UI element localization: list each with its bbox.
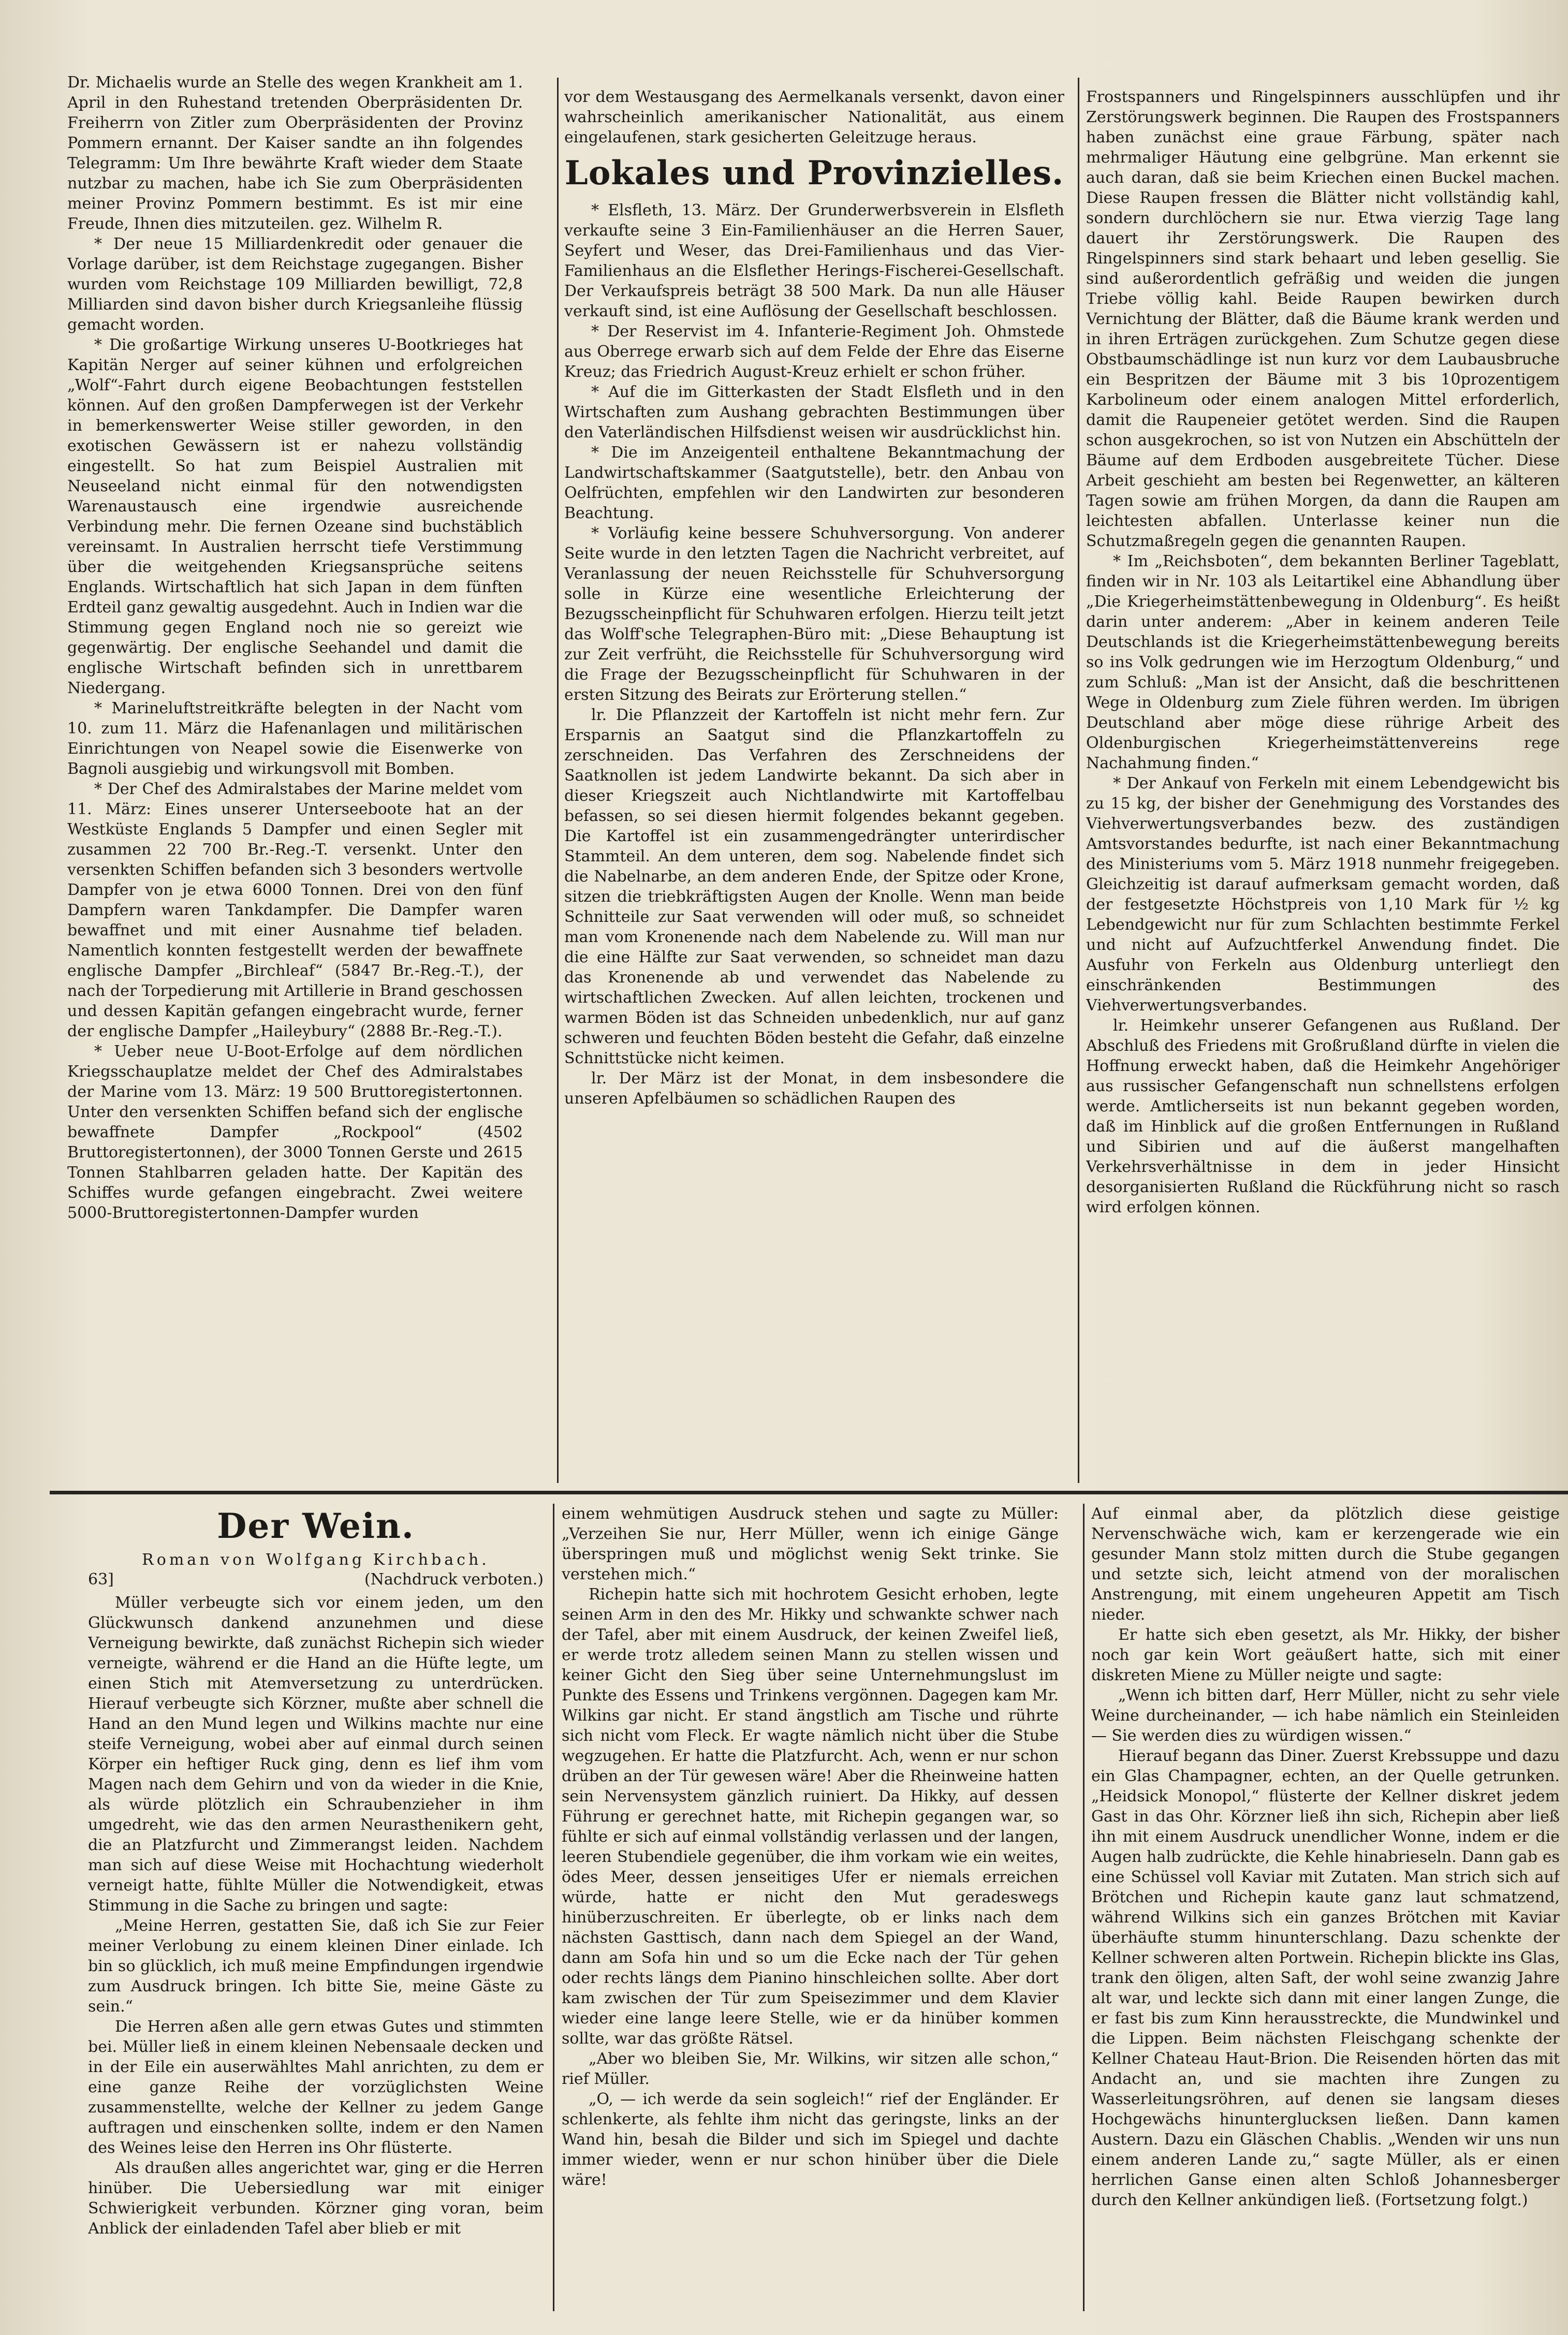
novel-text-1: [88, 1593, 544, 2239]
paragraph: Als draußen alles angerichtet war, ging er die Herren hinüber. Die Uebersiedlung war mit einiger Schwierigkeit verbunden. Körzner ging voran, beim Anblick der einladenden Tafel aber blieb er mit: [88, 2159, 544, 2238]
paragraph: lr. Heimkehr unserer Gefangenen aus Rußland. Der Abschluß des Friedens mit Großrußland dürfte in vielen die Hoffnung erweckt haben, daß die Heimkehr Angehöriger aus russischer Gefangenschaft nun schnellstens erfolgen werde. Amtlicherseits ist nun bekannt gegeben worden, daß im Hinblick auf die großen Entfernungen in Rußland und Sibirien und auf die äußerst mangelhaften Verkehrsverhältnisse in dem in jeder Hinsicht desorganisierten Rußland die Rückführung nicht so rasch wird erfolgen können.: [1086, 1017, 1560, 1216]
novel-meta: [88, 1570, 544, 1590]
paragraph: „Aber wo bleiben Sie, Mr. Wilkins, wir sitzen alle schon,“ rief Müller.: [562, 2050, 1059, 2088]
installment-number: 63]: [88, 1570, 114, 1589]
paragraph: Frostspanners und Ringelspinners ausschlüpfen und ihr Zerstörungswerk beginnen. Die Raupen des Frostspanners haben zunächst eine graue Färbung, später nach mehrmaliger Häutung eine gelbgrüne. Man erkennt sie auch daran, daß sie beim Kriechen einen Buckel machen. Diese Raupen fressen die Blätter nicht vollständig kahl, sondern durchlöchern sie nur. Etwa vierzig Tage lang dauert ihr Zerstörungswerk. Die Raupen des Ringelspinners sind stark behaart und leben gesellig. Sie sind außerordentlich gefräßig und weiden die jungen Triebe völlig kahl. Beide Raupen bewirken durch Vernichtung der Blätter, daß die Bäume krank werden und in ihren Erträgen zurückgehen. Zum Schutze gegen diese Obstbaumschädlinge ist nun kurz vor dem Laubausbruche ein Bespritzen der Bäume mit 3 bis 10prozentigem Karbolineum oder einem analogen Mittel erforderlich, damit die Raupeneier getötet werden. Sind die Raupen schon ausgekrochen, so ist von Nutzen ein Abschütteln der Bäume auf dem Erdboden ausgebreitete Tücher. Diese Arbeit geschieht am besten bei Regenwetter, an kälteren Tagen sowie am frühen Morgen, da dann die Raupen am leichtesten abfallen. Unterlasse keiner nun die Schutzmaßregeln gegen die genannten Raupen.: [1086, 88, 1560, 550]
paragraph: * Vorläufig keine bessere Schuhversorgung. Von anderer Seite wurde in den letzten Tagen die Nachricht verbreitet, auf Veranlassung der neuen Reichsstelle für Schuhversorgung solle in Kürze eine wesentliche Erleichterung der Bezugsscheinpflicht für Schuhwaren erfolgen. Hierzu teilt jetzt das Wolff'sche Telegraphen-Büro mit: „Diese Behauptung ist zur Zeit verfrüht, die Reichsstelle für Schuhversorgung wird die Frage der Bezugsscheinpflicht für Schuhwaren in der ersten Sitzung des Beirats zur Erörterung stellen.“: [564, 524, 1064, 704]
novel-author: Roman von Wolfgang Kirchbach.: [142, 1551, 490, 1569]
paragraph: * Der Chef des Admiralstabes der Marine meldet vom 11. März: Eines unserer Unterseeboote hat an der Westküste Englands 5 Dampfer und einen Segler mit zusammen 22 700 Br.-Reg.-T. versenkt. Unter den versenkten Schiffen befanden sich 3 besonders wertvolle Dampfer von je etwa 6000 Tonnen. Drei von den fünf Dampfern waren Tankdampfer. Die Dampfer waren bewaffnet und mit einer Ausnahme tief beladen. Namentlich konnten festgestellt werden der bewaffnete englische Dampfer „Birchleaf“ (5847 Br.-Reg.-T.), der nach der Torpedierung mit Artillerie in Brand geschossen und dessen Kapitän gefangen eingebracht wurde, ferner der englische Dampfer „Haileybury“ (2888 Br.-Reg.-T.).: [67, 780, 523, 1040]
paragraph: * Der neue 15 Milliardenkredit oder genauer die Vorlage darüber, ist dem Reichstage zugegangen. Bisher wurden vom Reichstage 109 Milliarden bewilligt, 72,8 Milliarden sind davon bisher durch Kriegsanleihe flüssig gemacht worden.: [67, 235, 523, 334]
reprint-notice: (Nachdruck verboten.): [364, 1570, 544, 1589]
lokales-articles: [564, 200, 1064, 1109]
paragraph: „Meine Herren, gestatten Sie, daß ich Sie zur Feier meiner Verlobung zu einem kleinen Diner einlade. Ich bin so glücklich, ich muß meine Empfindungen irgendwie zum Ausdruck bringen. Ich bitte Sie, meine Gäste zu sein.“: [88, 1917, 544, 2016]
paragraph: Auf einmal aber, da plötzlich diese geistige Nervenschwäche wich, kam er kerzengerade wie ein gesunder Mann stolz mitten durch die Stube gegangen und setzte sich, leicht atmend von der moralischen Anstrengung, mit einem ungeheuren Appetit am Tisch nieder.: [1091, 1505, 1560, 1624]
column-news-2: [564, 87, 1064, 1485]
paragraph: Die Herren aßen alle gern etwas Gutes und stimmten bei. Müller ließ in einem kleinen Nebensaale decken und in der Eile ein auserwähltes Mahl anrichten, zu dem er eine ganze Reihe der vorzüglichsten Weine zusammenstellte, welche der Kellner zu jedem Gange auftragen und einschenken sollte, indem er den Namen des Weines leise den Herren ins Ohr flüsterte.: [88, 2018, 544, 2157]
column-novel-3: [1091, 1504, 1560, 2311]
section-heading-lokales: Lokales und Provinzielles.: [564, 154, 1064, 193]
paragraph: Hierauf begann das Diner. Zuerst Krebssuppe und dazu ein Glas Champagner, echten, an der Quelle getrunken. „Heidsick Monopol,“ flüsterte der Kellner diskret jedem Gast in das Ohr. Körzner ließ ihn sich, Richepin aber ließ ihn mit einem Ausdruck unendlicher Wonne, indem er die Augen halb zudrückte, die Kehle hinabrieseln. Dann gab es eine Schüssel voll Kaviar mit Zutaten. Man strich sich auf Brötchen und Richepin kaute ganz laut schmatzend, während Wilkins sich ein ganzes Brötchen mit Kaviar überhäufte stumm hinunterschlang. Dazu schenkte der Kellner schweren alten Portwein. Richepin blickte ins Glas, trank den öligen, alten Saft, der wohl seine zwanzig Jahre alt war, und leckte sich dann mit einer langen Zunge, die er fast bis zum Kinn herausstreckte, die Mundwinkel und die Lippen. Beim nächsten Fleischgang schenkte der Kellner Chateau Haut-Brion. Die Reisenden hörten das mit Andacht an, und sie machten ihre Zungen zu Wasserleitungsröhren, auf denen sie langsam dieses Hochgewächs hinunterglucksen ließen. Dann kamen Austern. Dazu ein Gläschen Chablis. „Wenden wir uns nun einem anderen Lande zu,“ sagte Müller, als er einen herrlichen Ganse einen alten Schloß Johannesberger durch den Kellner ankündigen ließ. (Fortsetzung folgt.): [1091, 1747, 1560, 2209]
column-divider: [553, 1504, 554, 2311]
column-novel-2: [562, 1504, 1059, 2311]
paragraph: * Marineluftstreitkräfte belegten in der Nacht vom 10. zum 11. März die Hafenanlagen und militärischen Einrichtungen von Neapel sowie die Eisenwerke von Bagnoli ausgiebig und wirkungsvoll mit Bomben.: [67, 699, 523, 778]
paragraph: Dr. Michaelis wurde an Stelle des wegen Krankheit am 1. April in den Ruhestand tretenden Oberpräsidenten Dr. Freiherrn von Zitler zum Oberpräsidenten der Provinz Pommern ernannt. Der Kaiser sandte an ihn folgendes Telegramm: Um Ihre bewährte Kraft wieder dem Staate nutzbar zu machen, habe ich Sie zum Oberpräsidenten meiner Provinz Pommern bestimmt. Es ist mir eine Freude, Ihnen dies mitzuteilen. gez. Wilhelm R.: [67, 74, 523, 233]
paragraph: Richepin hatte sich mit hochrotem Gesicht erhoben, legte seinen Arm in den des Mr. Hikky und schwankte schwer nach der Tafel, aber mit einem Ausdruck, der keinen Zweifel ließ, er werde trotz alledem seinen Mann zu stellen wissen und keiner Gicht den Sieg über seine Unternehmungslust im Punkte des Essens und Trinkens vergönnen. Dagegen kam Mr. Wilkins gar nicht. Er stand ängstlich am Tische und rührte sich nicht vom Fleck. Er wagte nämlich nicht über die Stube wegzugehen. Er hatte die Platzfurcht. Ach, wenn er nur schon drüben an der Tür gewesen wäre! Aber die Rheinweine hatten sein Nervensystem gänzlich ruiniert. Da Hikky, auf dessen Führung er gerechnet hatte, mit Richepin gegangen war, so fühlte er sich auf einmal vollständig verlassen und der langen, leeren Stubendiele gegenüber, die ihm vorkam wie ein weites, ödes Meer, dessen jenseitiges Ufer er niemals erreichen würde, hatte er nicht den Mut geradeswegs hinüberzuschreiten. Er überlegte, ob er links nach dem nächsten Gasttisch, dann nach dem Spiegel an der Wand, dann am Sofa hin und so um die Ecke nach der Tür gehen oder rechts längs dem Pianino hinschleichen sollte. Aber dort kam zwischen der Tür zum Speisezimmer und dem Klavier wieder eine lange leere Stelle, wie er da hinüber kommen sollte, war das größte Rätsel.: [562, 1585, 1059, 2048]
paragraph: * Auf die im Gitterkasten der Stadt Elsfleth und in den Wirtschaften zum Aushang gebrachten Bestimmungen über den Vaterländischen Hilfsdienst weisen wir ausdrücklichst hin.: [564, 383, 1064, 442]
novel-title: Der Wein.: [217, 1506, 415, 1546]
column-divider: [557, 78, 559, 1483]
column-novel-1: [88, 1504, 544, 2311]
paragraph: einem wehmütigen Ausdruck stehen und sagte zu Müller: „Verzeihen Sie nur, Herr Müller, wenn ich einige Gänge überspringen muß und möglichst wenig Sekt trinke. Sie verstehen mich.“: [562, 1505, 1059, 1583]
paragraph: lr. Der März ist der Monat, in dem insbesondere die unseren Apfelbäumen so schädlichen Raupen des: [564, 1069, 1064, 1108]
paragraph: * Elsfleth, 13. März. Der Grunderwerbsverein in Elsfleth verkaufte seine 3 Ein-Familienhäuser an die Herren Sauer, Seyfert und Weser, das Drei-Familienhaus und das Vier-Familienhaus an die Elsflether Herings-Fischerei-Gesellschaft. Der Verkaufspreis beträgt 38 500 Mark. Da nun alle Häuser verkauft sind, ist eine Auflösung der Gesellschaft beschlossen.: [564, 201, 1064, 320]
paragraph: lr. Die Pflanzzeit der Kartoffeln ist nicht mehr fern. Zur Ersparnis an Saatgut sind die Pflanzkartoffeln zu zerschneiden. Das Verfahren des Zerschneidens der Saatknollen ist jedem Landwirte bekannt. Da sich aber in dieser Kriegszeit auch Nichtlandwirte mit Kartoffelbau befassen, so sei diesen hiermit folgendes bekannt gegeben. Die Kartoffel ist ein zusammengedrängter unterirdischer Stammteil. An dem unteren, dem sog. Nabelende findet sich die Nabelnarbe, an dem anderen Ende, der Spitze oder Krone, sitzen die triebkräftigsten Augen der Knolle. Wenn man beide Schnitteile zur Saat verwenden will oder muß, so schneidet man vom Kronenende nach dem Nabelende zu. Will man nur die eine Hälfte zur Saat verwenden, so schneidet man dazu das Kronenende ab und verwendet das Nabelende zu wirtschaftlichen Zwecken. Auf allen leichten, trockenen und warmen Böden ist das Schneiden unbedenklich, nur auf ganz schweren und feuchten Böden besteht die Gefahr, daß einzelne Schnittstücke nicht keimen.: [564, 706, 1064, 1067]
paragraph: * Die im Anzeigenteil enthaltene Bekanntmachung der Landwirtschaftskammer (Saatgutstelle), betr. den Anbau von Oelfrüchten, empfehlen wir den Landwirten zur besonderen Beachtung.: [564, 444, 1064, 522]
column-news-3: [1086, 87, 1560, 1485]
paragraph: Er hatte sich eben gesetzt, als Mr. Hikky, der bisher noch gar kein Wort geäußert hatte, sich mit einer diskreten Miene zu Müller neigte und sagte:: [1091, 1626, 1560, 1684]
column-divider: [1078, 78, 1079, 1483]
paragraph: * Im „Reichsboten“, dem bekannten Berliner Tageblatt, finden wir in Nr. 103 als Leitartikel eine Abhandlung über „Die Kriegerheimstättenbewegung in Oldenburg“. Es heißt darin unter anderem: „Aber in keinem anderen Teile Deutschlands ist die Kriegerheimstättenbewegung bereits so ins Volk gedrungen wie im Herzogtum Oldenburg,“ und zum Schluß: „Man ist der Ansicht, daß die beschrittenen Wege in Oldenburg zum Ziele führen werden. Im übrigen Deutschland aber möge diese rührige Arbeit des Oldenburgischen Kriegerheimstättenvereins rege Nachahmung finden.“: [1086, 552, 1560, 772]
paragraph: * Der Reservist im 4. Infanterie-Regiment Joh. Ohmstede aus Oberrege erwarb sich auf dem Felde der Ehre das Eiserne Kreuz; das Friedrich August-Kreuz erhielt er schon früher.: [564, 322, 1064, 381]
paragraph: Müller verbeugte sich vor einem jeden, um den Glückwunsch dankend anzunehmen und diese Verneigung bewirkte, daß zunächst Richepin sich wieder verneigte, während er die Hand an die Hüfte legte, um einen Stich mit Atemversetzung zu unterdrücken. Hierauf verbeugte sich Körzner, mußte aber schnell die Hand an den Mund legen und Wilkins machte nur eine steife Verneigung, wobei aber auf einmal durch seinen Körper ein heftiger Ruck ging, denn es lief ihm vom Magen nach dem Gehirn und von da wieder in die Knie, als würde plötzlich ein Schraubenzieher in ihm umgedreht, wie das den armen Neurasthenikern geht, die an Platzfurcht und Zimmerangst leiden. Nachdem man sich auf diese Weise mit Hochachtung wiederholt verneigt hatte, fühlte Müller die Notwendigkeit, etwas Stimmung in die Sache zu bringen und sagte:: [88, 1594, 544, 1915]
paragraph: „O, — ich werde da sein sogleich!“ rief der Engländer. Er schlenkerte, als fehlte ihm nicht das geringste, links an der Wand hin, besah die Bilder und sich im Spiegel und dachte immer wieder, wenn er nur schon hinüber über die Diele wäre!: [562, 2090, 1059, 2189]
paragraph: „Wenn ich bitten darf, Herr Müller, nicht zu sehr viele Weine durcheinander, — ich habe nämlich ein Steinleiden — Sie werden dies zu würdigen wissen.“: [1091, 1686, 1560, 1745]
paragraph: * Ueber neue U-Boot-Erfolge auf dem nördlichen Kriegsschauplatze meldet der Chef des Admiralstabes der Marine vom 13. März: 19 500 Bruttoregistertonnen. Unter den versenkten Schiffen befand sich der englische bewaffnete Dampfer „Rockpool“ (4502 Bruttoregistertonnen), der 3000 Tonnen Gerste und 2615 Tonnen Stahlbarren geladen hatte. Der Kapitän des Schiffes wurde gefangen eingebracht. Zwei weitere 5000-Bruttoregistertonnen-Dampfer wurden: [67, 1042, 523, 1222]
feuilleton-rule: [50, 1491, 1568, 1494]
paragraph: * Der Ankauf von Ferkeln mit einem Lebendgewicht bis zu 15 kg, der bisher der Genehmigung des Vorstandes des Viehverwertungsverbandes bezw. des zuständigen Amtsvorstandes bedurfte, ist nach einer Bekanntmachung des Ministeriums vom 5. März 1918 nunmehr freigegeben. Gleichzeitig ist darauf aufmerksam gemacht worden, daß der festgesetzte Höchstpreis von 1,10 Mark für ½ kg Lebendgewicht nur für zum Schlachten bestimmte Ferkel und nicht auf Aufzuchtferkel Anwendung findet. Die Ausfuhr von Ferkeln aus Oldenburg unterliegt den einschränkenden Bestimmungen des Viehverwertungsverbandes.: [1086, 774, 1560, 1015]
paragraph: * Die großartige Wirkung unseres U-Bootkrieges hat Kapitän Nerger auf seiner kühnen und erfolgreichen „Wolf“-Fahrt durch eigene Beobachtungen feststellen können. Auf den großen Dampferwegen ist der Verkehr in bemerkenswerter Weise stiller geworden, in den exotischen Gewässern ist er nahezu vollständig eingestellt. So hat zum Beispiel Australien mit Neuseeland nicht einmal für den notwendigsten Warenaustausch eine irgendwie ausreichende Verbindung mehr. Die fernen Ozeane sind buchstäblich vereinsamt. In Australien herrscht tiefe Verstimmung über die weitgehenden Kriegsansprüche seitens Englands. Wirtschaftlich hat sich Japan in dem fünften Erdteil ganz gewaltig ausgedehnt. Auch in Indien war die Stimmung gegen England noch nie so gereizt wie gegenwärtig. Der englische Seehandel und damit die englische Wirtschaft befinden sich in unrettbarem Niedergang.: [67, 336, 523, 697]
column-news-1: [67, 72, 523, 1483]
column-divider: [1083, 1504, 1085, 2311]
news-continuation: vor dem Westausgang des Aermelkanals versenkt, davon einer wahrscheinlich amerikanischer Nationalität, aus einem eingelaufenen, stark gesicherten Geleitzuge heraus.: [564, 88, 1064, 146]
